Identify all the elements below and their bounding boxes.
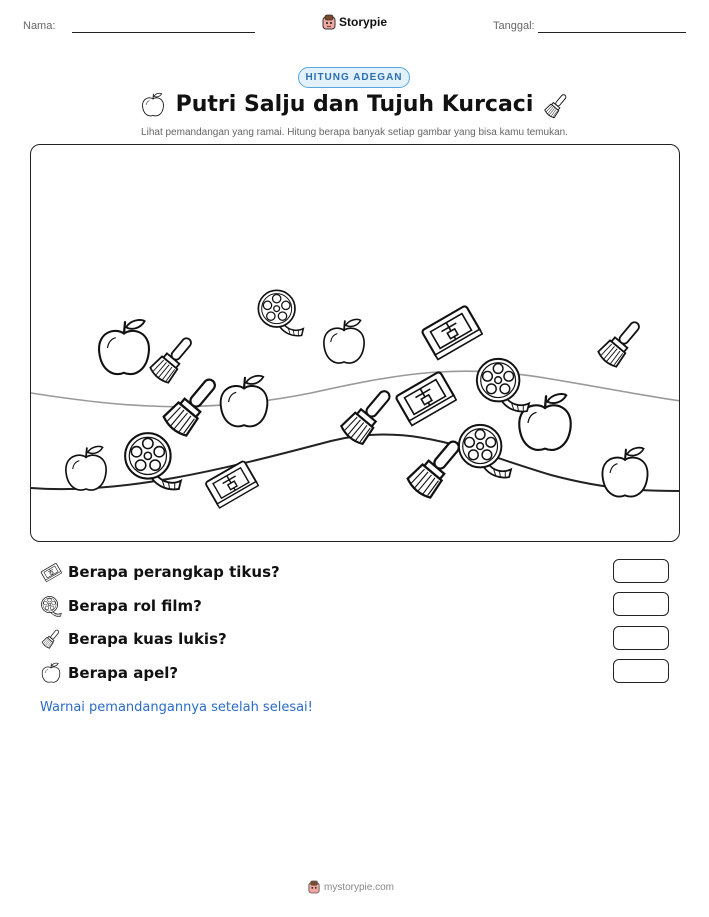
footer-url[interactable]: mystorypie.com <box>324 881 395 893</box>
date-line[interactable] <box>538 32 686 33</box>
scene-paintbrush <box>597 316 647 369</box>
scene-apple <box>602 448 647 497</box>
scene-apple <box>324 319 364 363</box>
scene-film-reel <box>459 425 511 478</box>
scene-apple <box>66 446 106 490</box>
brand-name: Storypie <box>339 15 388 29</box>
footer <box>308 880 394 894</box>
brand-logo <box>322 14 387 30</box>
storypie-mascot-icon <box>308 880 320 894</box>
page-title: Putri Salju dan Tujuh Kurcaci <box>175 92 534 117</box>
apple-icon <box>40 662 62 684</box>
scene-paintbrush <box>149 332 199 385</box>
scene-film-reel <box>258 290 303 335</box>
film-reel-icon <box>40 595 62 617</box>
name-label: Nama: <box>23 20 56 32</box>
scene-mousetrap <box>205 460 258 507</box>
storypie-mascot-icon <box>322 14 336 30</box>
question-row <box>40 627 227 651</box>
question-row <box>40 661 178 685</box>
question-row <box>40 560 280 584</box>
scene-paintbrush <box>339 384 398 447</box>
scene-film-reel <box>125 433 181 489</box>
mousetrap-icon <box>40 561 62 583</box>
answer-box-film-reel[interactable] <box>613 592 669 616</box>
answer-box-mousetrap[interactable] <box>613 559 669 583</box>
question-row <box>40 594 202 618</box>
name-line[interactable] <box>72 32 255 33</box>
scene-illustration <box>31 145 680 542</box>
question-text: Berapa rol film? <box>68 597 202 615</box>
scene-apple <box>99 320 149 374</box>
question-text: Berapa perangkap tikus? <box>68 563 280 581</box>
back-hill-line <box>31 371 680 407</box>
scene-apple <box>519 394 571 450</box>
date-label: Tanggal: <box>493 20 535 32</box>
counting-scene <box>30 144 680 542</box>
scene-apple <box>221 376 268 427</box>
answer-box-paintbrush[interactable] <box>613 626 669 650</box>
question-text: Berapa kuas lukis? <box>68 630 227 648</box>
answer-box-apple[interactable] <box>613 659 669 683</box>
scene-mousetrap <box>421 305 482 359</box>
instructions: Lihat pemandangan yang ramai. Hitung berapa banyak setiap gambar yang bisa kamu temukan. <box>141 127 568 138</box>
closing-instruction: Warnai pemandangannya setelah selesai! <box>40 700 313 715</box>
paintbrush-icon <box>542 92 570 120</box>
paintbrush-icon <box>40 628 62 650</box>
activity-badge: HITUNG ADEGAN <box>298 67 410 88</box>
scene-film-reel <box>477 359 529 412</box>
scene-mousetrap <box>395 371 456 425</box>
question-text: Berapa apel? <box>68 664 179 682</box>
